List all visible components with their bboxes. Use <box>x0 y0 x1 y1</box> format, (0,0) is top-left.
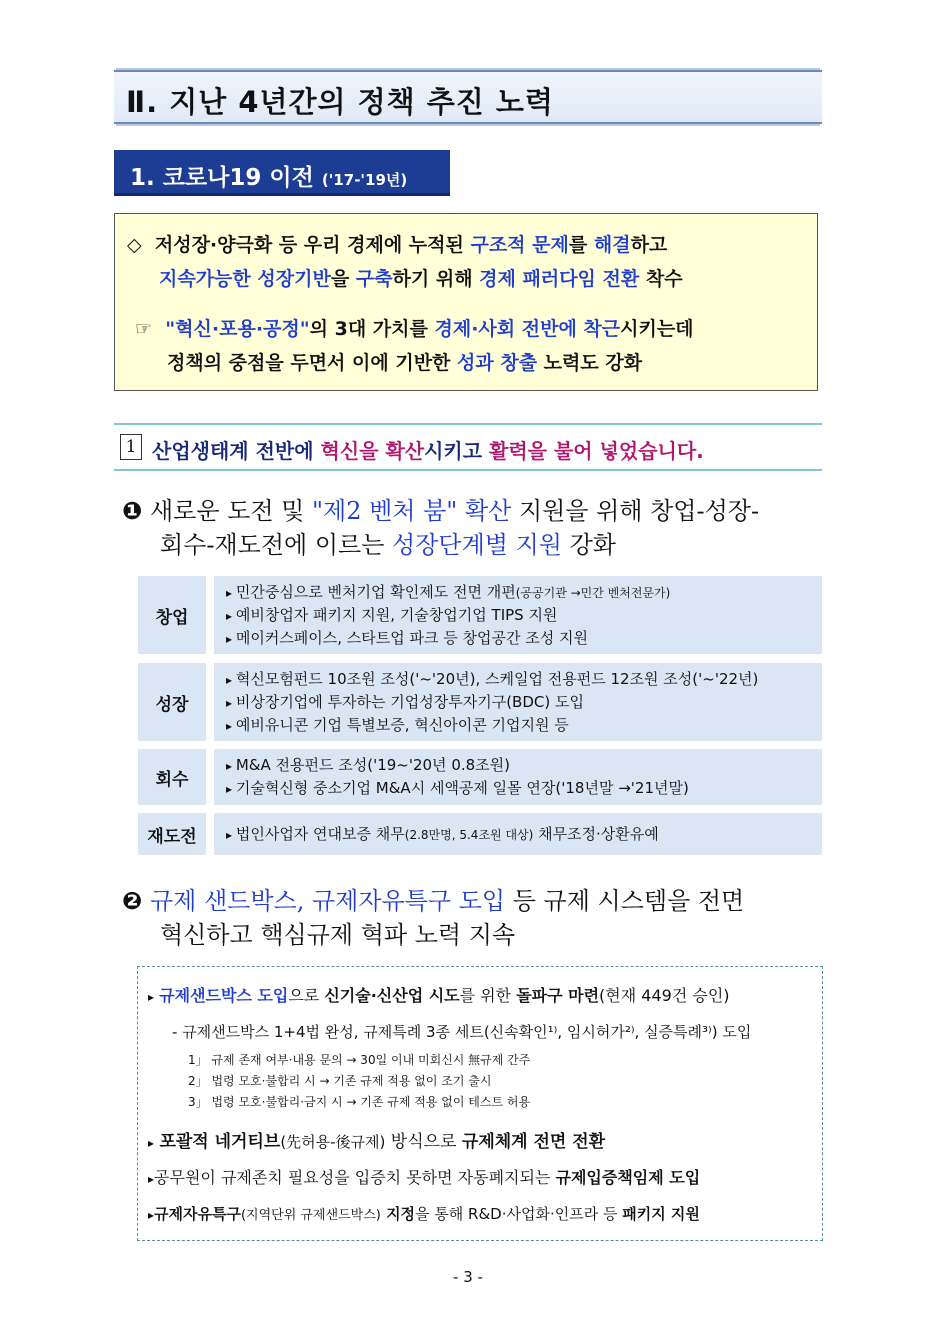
item1-line-2: 회수-재도전에 이르는 성장단계별 지원 강화 <box>160 531 616 559</box>
reg-line-4: ▸공무원이 규제존치 필요성을 입증치 못하면 자동폐지되는 규제입증책임제 도입 <box>148 1168 701 1187</box>
summary-line-4: 정책의 중점을 두면서 이에 기반한 성과 창출 노력도 강화 <box>167 352 643 374</box>
page-number: - 3 - <box>453 1268 483 1286</box>
chapter-title: 1. 코로나19 이전 ('17-'19년) <box>130 165 408 191</box>
stage-cell <box>214 576 822 654</box>
reg-note: 1」 규제 존재 여부·내용 문의 → 30일 이내 미회신시 無규제 간주 <box>188 1053 531 1067</box>
reg-note: 3」 법령 모호·불합리·금지 시 → 기존 규제 적용 없이 테스트 허용 <box>188 1095 531 1109</box>
reg-line-2: - 규제샌드박스 1+4법 완성, 규제특례 3종 세트(신속확인¹⁾, 임시허가²⁾, 실증특례³⁾) 도입 <box>172 1023 752 1041</box>
stage-label: 창업 <box>138 576 206 654</box>
stage-row: ▸ 비상장기업에 투자하는 기업성장투자기구(BDC) 도입 <box>226 691 822 714</box>
stage-row: ▸ 법인사업자 연대보증 채무(2.8만명, 5.4조원 대상) 채무조정·상환유예 <box>226 823 822 846</box>
reg-line-1: ▸ 규제샌드박스 도입으로 신기술·신산업 시도를 위한 돌파구 마련(현재 449건 승인) <box>148 986 730 1005</box>
section-title-bar <box>114 70 822 124</box>
stage-label: 회수 <box>138 749 206 805</box>
triangle-bullet-icon: ▸ <box>148 1136 155 1150</box>
reg-note: 2」 법령 모호·불합리 시 → 기존 규제 적용 없이 조기 출시 <box>188 1074 492 1088</box>
number-2-icon: ❷ <box>122 887 143 915</box>
stage-label: 재도전 <box>138 813 206 855</box>
stage-row: ▸ 민간중심으로 벤처기업 확인제도 전면 개편(공공기관 →민간 벤처전문가) <box>226 581 822 604</box>
item1-line-1: ❶ 새로운 도전 및 "제2 벤처 붐" 확산 지원을 위해 창업-성장- <box>122 497 760 525</box>
heading-industry-ecosystem <box>114 423 822 471</box>
triangle-bullet-icon: ▸ <box>148 990 155 1004</box>
triangle-bullet-icon: ▸ <box>148 1208 155 1222</box>
stage-row: ▸ 예비유니콘 기업 특별보증, 혁신아이콘 기업지원 등 <box>226 714 822 737</box>
stage-cell <box>214 813 822 855</box>
stage-row: ▸ 예비창업자 패키지 지원, 기술창업기업 TIPS 지원 <box>226 604 822 627</box>
section-title: Ⅱ. 지난 4년간의 정책 추진 노력 <box>126 85 554 119</box>
stage-row: ▸ M&A 전용펀드 조성('19~'20년 0.8조원) <box>226 754 822 777</box>
summary-line-3: ☞ "혁신·포용·공정"의 3대 가치를 경제·사회 전반에 착근시키는데 <box>135 318 694 340</box>
stage-row: ▸ 혁신모험펀드 10조원 조성('~'20년), 스케일업 전용펀드 12조원 조성('~'22년) <box>226 668 822 691</box>
stage-cell <box>214 663 822 741</box>
chapter-band <box>114 150 450 196</box>
stage-row: ▸ 기술혁신형 중소기업 M&A시 세액공제 일몰 연장('18년말 →'21년말) <box>226 777 822 800</box>
item2-line-2: 혁신하고 핵심규제 혁파 노력 지속 <box>160 921 516 949</box>
number-1-icon: ❶ <box>122 497 143 525</box>
heading-number-box: 1 <box>120 434 142 460</box>
stage-cell <box>214 749 822 805</box>
triangle-bullet-icon: ▸ <box>148 1172 155 1186</box>
reg-line-5: ▸규제자유특구(지역단위 규제샌드박스) 지정을 통해 R&D·사업화·인프라 등 패키지 지원 <box>148 1205 700 1223</box>
stage-row: ▸ 메이커스페이스, 스타트업 파크 등 창업공간 조성 지원 <box>226 627 822 650</box>
stage-label: 성장 <box>138 663 206 741</box>
summary-box <box>114 213 818 391</box>
summary-line-2: 지속가능한 성장기반을 구축하기 위해 경제 패러다임 전환 착수 <box>159 268 683 290</box>
heading-text: 산업생태계 전반에 혁신을 확산시키고 활력을 불어 넣었습니다. <box>152 439 704 463</box>
reg-line-3: ▸ 포괄적 네거티브(先허용-後규제) 방식으로 규제체계 전면 전환 <box>148 1132 606 1152</box>
item2-line-1: ❷ 규제 샌드박스, 규제자유특구 도입 등 규제 시스템을 전면 <box>122 887 745 915</box>
summary-line-1: ◇ 저성장·양극화 등 우리 경제에 누적된 구조적 문제를 해결하고 <box>127 234 668 256</box>
regulation-box <box>137 966 823 1241</box>
